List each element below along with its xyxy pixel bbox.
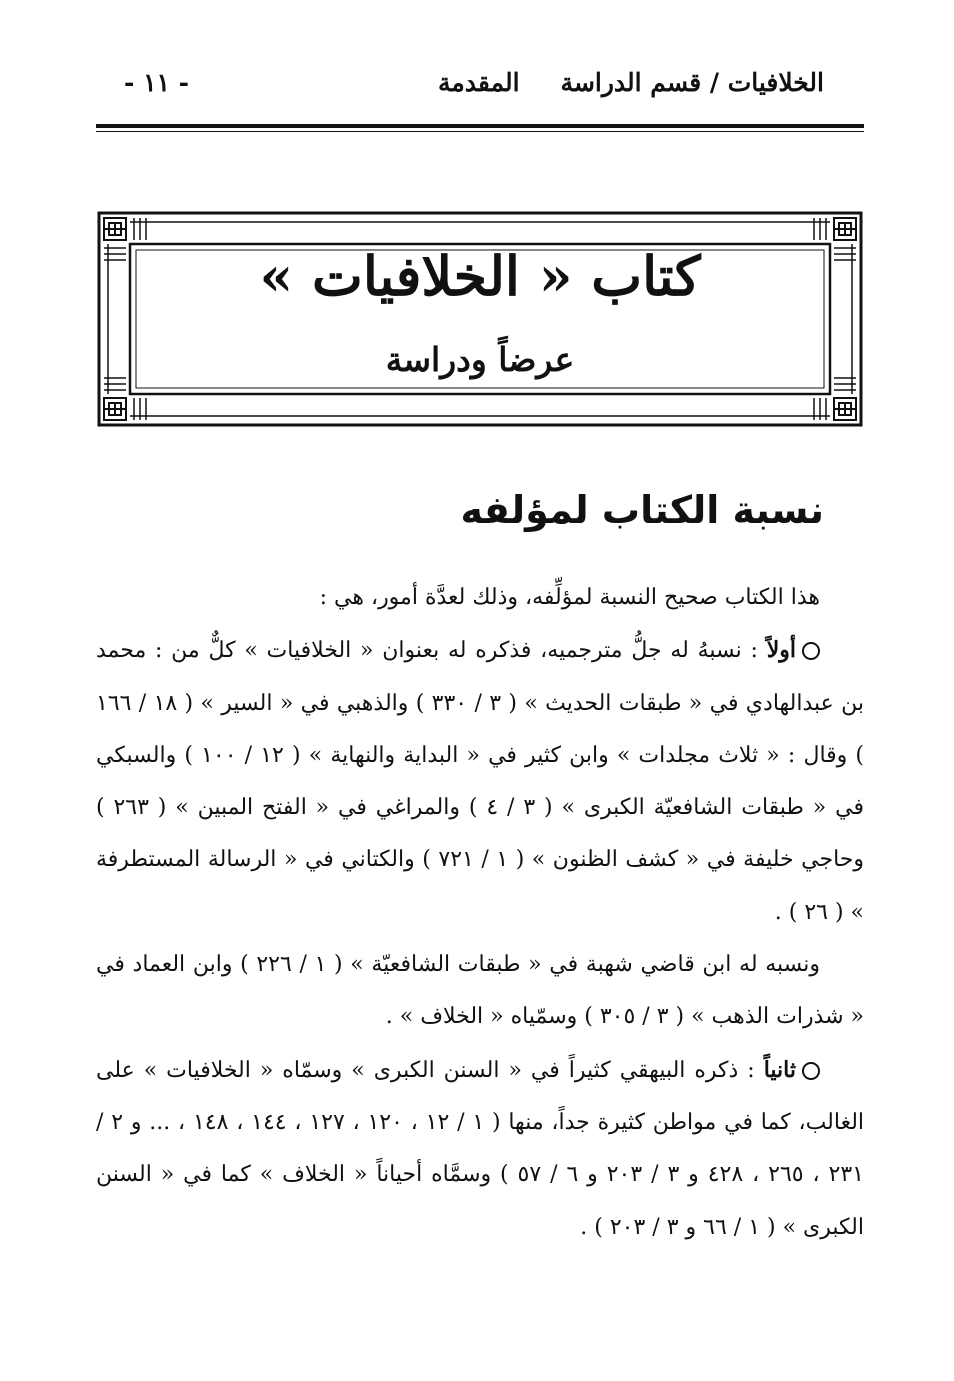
- circle-bullet-icon: [802, 642, 820, 660]
- corner-ornament-top-left: [104, 218, 126, 240]
- point-2-lead: ثانياً: [763, 1056, 796, 1083]
- point-1-paragraph: [96, 624, 864, 939]
- point-1-text: : نسبهُ له جلُّ مترجميه، فذكره له بعنوان « الخلافيات » كلٌّ من : محمد بن عبدالهادي في « طبقات الحديث » ( ٣ / ٣٣٠ ) والذهبي في « السير » ( ١٨ / ١٦٦ ) وقال : « ثلاث مجلدات » وابن كثير في « البداية والنهاية » ( ١٢ / ١٠٠ ) والسبكي في « طبقات الشافعيّة الكبرى » ( ٣ / ٤ ) والمراغي في « الفتح المبين » ( ٢٦٣ ) وحاجي خليفة في « كشف الظنون » ( ١ / ٧٢١ ) والكتاني في « الرسالة المستطرفة » ( ٢٦ ) .: [96, 638, 865, 925]
- circle-bullet-icon: [802, 1062, 820, 1080]
- point-2-text: : ذكره البيهقي كثيراً في « السنن الكبرى » وسمّاه « الخلافيات » على الغالب، كما في مواطن كثيرة جداً، منها ( ١ / ١٢ ، ١٢٠ ، ١٢٧ ، ١٤٤ ، ١٤٨ ، ... و ٢ / ٢٣١ ، ٢٦٥ ، ٤٢٨ و ٣ / ٢٠٣ و ٦ / ٥٧ ) وسمَّاه أحياناً « الخلاف » كما في « السنن الكبرى » ( ١ / ٦٦ و ٣ / ٢٠٣ ) .: [96, 1057, 865, 1240]
- ornamental-border: [96, 210, 864, 428]
- header-rule-thin: [96, 131, 864, 132]
- running-header-title: الخلافيات / قسم الدراسة: [560, 68, 824, 97]
- ornamental-title-frame: [96, 210, 864, 428]
- book-title: كتاب « الخلافيات »: [259, 244, 701, 308]
- body-text: [96, 572, 864, 1254]
- point-1-lead: أولاً: [766, 637, 796, 664]
- intro-paragraph: هذا الكتاب صحيح النسبة لمؤلِّفه، وذلك لعدَّة أمور، هي :: [319, 585, 820, 610]
- running-header-section: المقدمة: [438, 68, 520, 97]
- section-heading: نسبة الكتاب لمؤلفه: [460, 488, 824, 532]
- page-number: - ١١ -: [124, 68, 190, 97]
- book-subtitle: عرضاً ودراسة: [385, 340, 575, 379]
- running-header: [96, 64, 864, 124]
- header-rule-thick: [96, 124, 864, 128]
- point-2-paragraph: [96, 1044, 864, 1254]
- paragraph-2: ونسبه له ابن قاضي شهبة في « طبقات الشافعيّة » ( ١ / ٢٢٦ ) وابن العماد في « شذرات الذهب » ( ٣ / ٣٠٥ ) وسمّياه « الخلاف » .: [96, 952, 864, 1030]
